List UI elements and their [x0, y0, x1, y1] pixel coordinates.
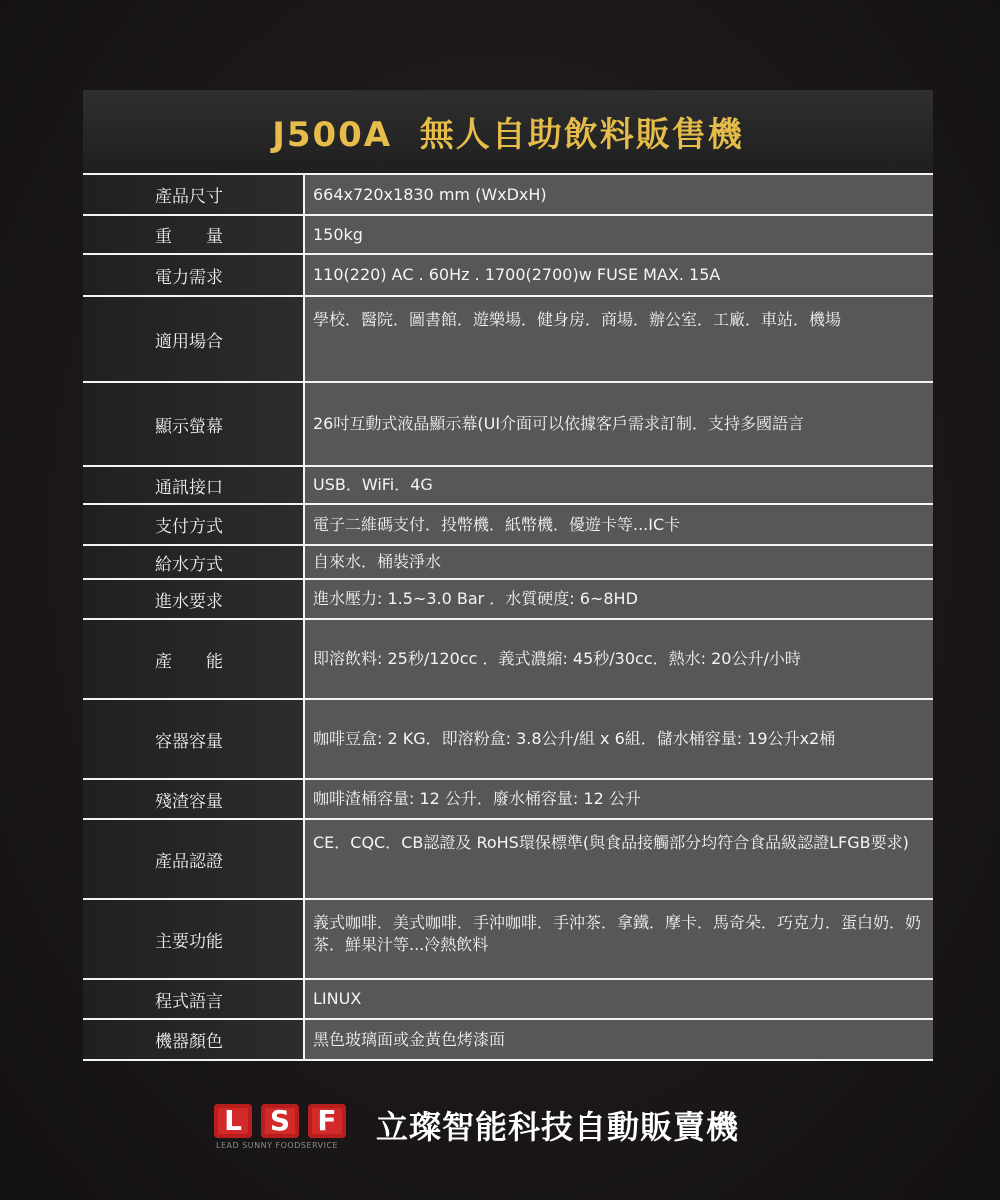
spec-value: 咖啡渣桶容量: 12 公升．廢水桶容量: 12 公升	[313, 789, 641, 808]
spec-label: 給水方式	[155, 554, 223, 575]
logo-letter-l: L	[214, 1104, 252, 1138]
logo-subtext: LEAD SUNNY FOODSERVICE	[216, 1141, 339, 1150]
spec-row-venues	[83, 297, 933, 383]
spec-label: 顯示螢幕	[155, 416, 223, 437]
spec-value: CE．CQC．CB認證及 RoHS環保標準(與食品接觸部分均符合食品級認證LFGB要求)	[313, 833, 909, 852]
spec-label: 通訊接口	[155, 477, 223, 498]
spec-label: 殘渣容量	[155, 791, 223, 812]
spec-value-cell	[305, 780, 933, 818]
spec-label-cell	[83, 700, 303, 778]
spec-value: 進水壓力: 1.5~3.0 Bar ．水質硬度: 6~8HD	[313, 589, 638, 608]
spec-value-cell	[305, 580, 933, 618]
spec-row-water-supply	[83, 546, 933, 580]
spec-value: 110(220) AC . 60Hz . 1700(2700)w FUSE MAX. 15A	[313, 265, 721, 284]
spec-row-water-requirement	[83, 580, 933, 620]
spec-value-cell	[305, 216, 933, 253]
spec-label-cell	[83, 175, 303, 214]
spec-label: 程式語言	[155, 991, 223, 1012]
logo-letter-f: F	[308, 1104, 346, 1138]
spec-label: 容器容量	[155, 731, 223, 752]
spec-label-cell	[83, 780, 303, 818]
spec-value: 黑色玻璃面或金黃色烤漆面	[313, 1029, 506, 1049]
brand-footer	[214, 1100, 814, 1160]
spec-value-cell	[305, 546, 933, 578]
spec-value: 664x720x1830 mm (WxDxH)	[313, 184, 547, 204]
logo-letter-s: S	[261, 1104, 299, 1138]
spec-label-cell	[83, 255, 303, 295]
spec-label-cell	[83, 1020, 303, 1059]
spec-label: 支付方式	[155, 517, 223, 537]
spec-value-cell	[305, 980, 933, 1018]
spec-label: 產品尺寸	[155, 187, 223, 207]
company-name: 立璨智能科技自動販賣機	[376, 1108, 740, 1146]
spec-value: 150kg	[313, 224, 363, 244]
spec-value: USB．WiFi．4G	[313, 475, 433, 494]
spec-label-cell	[83, 216, 303, 253]
spec-row-container	[83, 700, 933, 780]
spec-row-display	[83, 383, 933, 467]
spec-value: 26吋互動式液晶顯示幕(UI介面可以依據客戶需求訂制．支持多國語言	[313, 414, 805, 433]
spec-value: LINUX	[313, 989, 362, 1008]
spec-label-cell	[83, 383, 303, 465]
spec-value: 義式咖啡．美式咖啡．手沖咖啡．手沖茶．拿鐵．摩卡．馬奇朵．巧克力．蛋白奶．奶茶．鮮果汁等...冷熱飲料	[313, 913, 922, 954]
spec-label: 重 量	[155, 227, 223, 247]
spec-row-certification	[83, 820, 933, 900]
spec-value-cell	[305, 297, 933, 381]
spec-label-cell	[83, 297, 303, 381]
spec-value-cell	[305, 820, 933, 898]
spec-value-cell	[305, 620, 933, 698]
spec-label-cell	[83, 620, 303, 698]
spec-label: 電力需求	[155, 267, 223, 288]
spec-value-cell	[305, 700, 933, 778]
spec-label: 主要功能	[155, 931, 223, 952]
spec-row-power	[83, 255, 933, 297]
spec-label: 適用場合	[155, 331, 223, 352]
lsf-logo	[214, 1100, 354, 1150]
spec-label-cell	[83, 505, 303, 544]
spec-value-cell	[305, 175, 933, 214]
spec-value: 自來水．桶裝淨水	[313, 552, 442, 571]
spec-row-payment	[83, 505, 933, 546]
spec-row-language	[83, 980, 933, 1020]
spec-value: 學校．醫院．圖書館．遊樂場．健身房．商場．辦公室．工廠．車站．機場	[313, 310, 842, 329]
product-title: J500A 無人自助飲料販售機	[272, 115, 744, 155]
spec-label: 機器顏色	[155, 1032, 223, 1052]
spec-row-weight	[83, 216, 933, 255]
spec-label-cell	[83, 820, 303, 898]
spec-row-residue	[83, 780, 933, 820]
spec-label-cell	[83, 467, 303, 503]
spec-value: 咖啡豆盒: 2 KG．即溶粉盒: 3.8公升/組 x 6組．儲水桶容量: 19公升x2桶	[313, 729, 836, 748]
spec-row-functions	[83, 900, 933, 980]
spec-label: 產品認證	[155, 851, 223, 872]
spec-value-cell	[305, 255, 933, 295]
spec-label: 進水要求	[155, 591, 223, 612]
spec-label-cell	[83, 546, 303, 578]
spec-value-cell	[305, 1020, 933, 1059]
spec-value-cell	[305, 467, 933, 503]
spec-row-size	[83, 173, 933, 216]
spec-value: 電子二維碼支付．投幣機．紙幣機．優遊卡等...IC卡	[313, 514, 681, 534]
spec-row-color	[83, 1020, 933, 1061]
spec-value-cell	[305, 900, 933, 978]
spec-value-cell	[305, 505, 933, 544]
spec-rows	[83, 173, 933, 1061]
spec-row-interface	[83, 467, 933, 505]
spec-label-cell	[83, 900, 303, 978]
spec-label-cell	[83, 980, 303, 1018]
spec-table	[83, 90, 933, 1052]
title-bar	[83, 90, 933, 173]
spec-value: 即溶飲料: 25秒/120cc ．義式濃縮: 45秒/30cc．熱水: 20公升/小時	[313, 649, 801, 668]
spec-label: 產 能	[155, 651, 223, 672]
spec-row-capacity	[83, 620, 933, 700]
spec-value-cell	[305, 383, 933, 465]
spec-label-cell	[83, 580, 303, 618]
